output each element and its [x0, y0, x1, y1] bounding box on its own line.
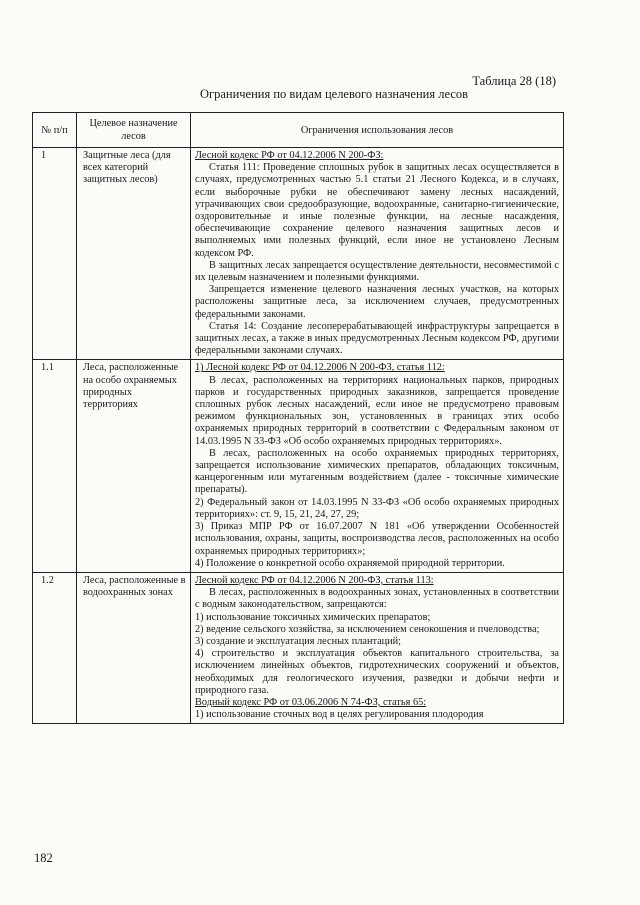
- document-title: Ограничения по видам целевого назначения лесов: [199, 87, 469, 101]
- restriction-paragraph: [195, 587, 559, 611]
- paragraph-text: 1) использование сточных вод в целях регулирования плодородия: [195, 709, 484, 721]
- paragraph-text: Запрещается изменение целевого назначения лесных участков, на которых расположены защитные леса, за исключением случаев, предусмотренных федеральными законами.: [195, 284, 559, 320]
- row-purpose: Защитные леса (для всех категорий защитных лесов): [77, 148, 191, 360]
- header-purpose: Целевое назначение лесов: [77, 113, 191, 148]
- paragraph-text: Лесной кодекс РФ от 04.12.2006 N 200-ФЗ, статья 113:: [195, 574, 434, 586]
- restriction-paragraph: [195, 636, 559, 648]
- paragraph-text: 2) Федеральный закон от 14.03.1995 N 33-ФЗ «Об особо охраняемых природных территориях»: ст. 9, 15, 21, 24, 27, 29;: [195, 496, 559, 520]
- law-reference: [195, 697, 559, 709]
- restriction-paragraph: [195, 162, 559, 260]
- header-restrictions: Ограничения использования лесов: [191, 113, 564, 148]
- paragraph-text: 3) создание и эксплуатация лесных плантаций;: [195, 635, 402, 647]
- paragraph-text: 1) использование токсичных химических препаратов;: [195, 611, 431, 623]
- paragraph-text: 4) строительство и эксплуатация объектов капитального строительства, за исключением линейных объектов, гидротехнических сооружений и объектов, необходимых для геологического изучения, разведки и добычи нефти и природного газа.: [195, 648, 559, 696]
- table-header-row: [33, 113, 564, 148]
- page-number: 182: [34, 851, 53, 865]
- row-number: 1: [33, 148, 77, 360]
- paragraph-text: 2) ведение сельского хозяйства, за исключением сенокошения и пчеловодства;: [195, 623, 540, 635]
- row-purpose: Леса, расположенные в водоохранных зонах: [77, 572, 191, 723]
- restriction-paragraph: [195, 612, 559, 624]
- paragraph-text: Водный кодекс РФ от 03.06.2006 N 74-ФЗ, статья 65:: [195, 696, 427, 708]
- restriction-paragraph: [195, 648, 559, 697]
- header-num: № п/п: [33, 113, 77, 148]
- paragraph-text: В лесах, расположенных на особо охраняемых природных территориях, запрещается использование химических препаратов, обладающих токсичным, канцерогенным или мутагенным воздействием (далее - токсичные химические препараты).: [195, 447, 559, 496]
- law-reference: [195, 575, 559, 587]
- paragraph-text: 3) Приказ МПР РФ от 16.07.2007 N 181 «Об утверждении Особенностей использования, охраны, защиты, воспроизводства лесов, расположенных на особо охраняемых природных территориях»;: [195, 521, 559, 557]
- restriction-paragraph: [195, 709, 559, 721]
- paragraph-text: В лесах, расположенных на территориях национальных парков, природных парков и государственных природных заказников, запрещается проведение сплошных рубок лесных насаждений, если иное не предусмотрено правовым режимом функциональных зон, установленных в границах этих особо охраняемых природных территорий в соответствии с Федеральным законом от 14.03.1995 N 33-ФЗ «Об особо охраняемых природных территориях».: [195, 374, 559, 447]
- restriction-paragraph: [195, 375, 559, 448]
- table-row: [33, 572, 564, 723]
- restriction-paragraph: [195, 521, 559, 558]
- paragraph-text: Статья 14: Создание лесоперерабатывающей инфраструктуры запрещается в защитных лесах, а также в иных предусмотренных Лесным кодексом РФ, другими федеральными законами случаях.: [195, 320, 559, 357]
- restriction-paragraph: [195, 284, 559, 321]
- restriction-paragraph: [195, 624, 559, 636]
- table-body: [33, 148, 564, 724]
- row-number: 1.2: [33, 572, 77, 723]
- row-restrictions: [191, 148, 564, 360]
- restrictions-table: [32, 112, 564, 724]
- paragraph-text: В лесах, расположенных в водоохранных зонах, установленных в соответствии с водным законодательством, запрещаются:: [195, 587, 559, 611]
- paragraph-text: В защитных лесах запрещается осуществление деятельности, несовместимой с их целевым назначением и полезными функциями.: [195, 259, 559, 284]
- paragraph-text: 1) Лесной кодекс РФ от 04.12.2006 N 200-ФЗ, статья 112:: [195, 362, 445, 374]
- table-label: Таблица 28 (18): [472, 74, 556, 88]
- paragraph-text: 4) Положение о конкретной особо охраняемой природной территории.: [195, 557, 505, 569]
- row-restrictions: [191, 572, 564, 723]
- law-reference: [195, 150, 559, 162]
- row-restrictions: [191, 360, 564, 572]
- row-purpose: Леса, расположенные на особо охраняемых природных территориях: [77, 360, 191, 572]
- table-row: [33, 148, 564, 360]
- restriction-paragraph: [195, 558, 559, 570]
- table-row: [33, 360, 564, 572]
- paragraph-text: Лесной кодекс РФ от 04.12.2006 N 200-ФЗ:: [195, 150, 384, 161]
- restriction-paragraph: [195, 260, 559, 284]
- restriction-paragraph: [195, 497, 559, 521]
- restriction-paragraph: [195, 321, 559, 358]
- paragraph-text: Статья 111: Проведение сплошных рубок в защитных лесах осуществляется в случаях, предусмотренных частью 5.1 статьи 21 Лесного Кодекса, и в случаях, если выборочные рубки не обеспечивают замену лесных насаждений, утрачивающих свои средообразующие, водоохранные, санитарно-гигиенические, оздоровительные и иные полезные функции, на лесные насаждения, обеспечивающие сохранение целевого назначения защитных лесов и выполняемых ими полезных функций, если иное не установлено Лесным кодексом РФ.: [195, 162, 559, 259]
- restriction-paragraph: [195, 448, 559, 497]
- row-number: 1.1: [33, 360, 77, 572]
- law-reference: [195, 362, 559, 374]
